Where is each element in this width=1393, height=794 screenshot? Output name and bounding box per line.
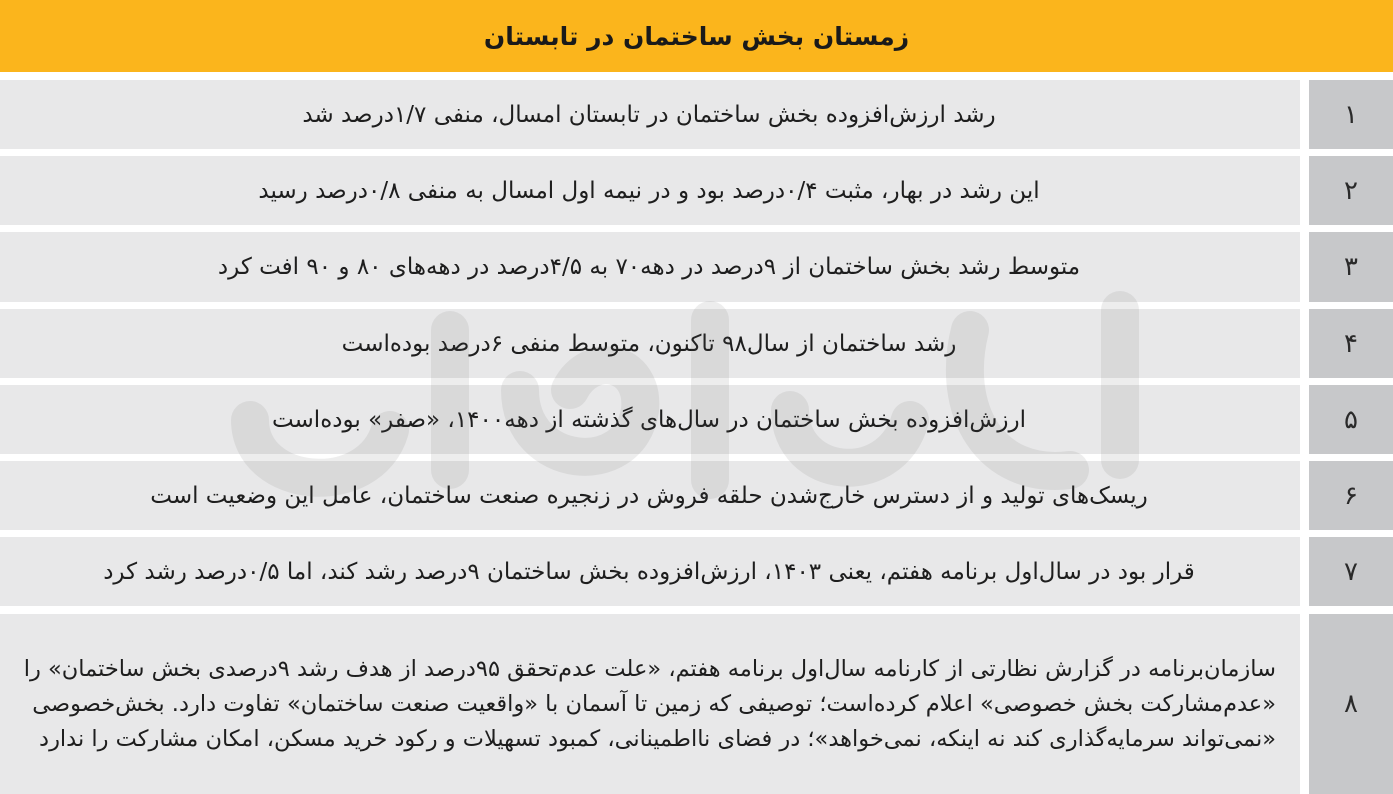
row-text: رشد ساختمان از سال۹۸ تاکنون، متوسط منفی ۶درصد بوده‌است [341,330,957,357]
row-text-cell [0,385,1300,454]
table-row [0,232,1393,302]
row-text: قرار بود در سال‌اول برنامه هفتم، یعنی ۱۴۰۳، ارزش‌افزوده بخش ساختمان ۹درصد رشد کند، اما ۰/۵درصد رشد کرد [103,558,1195,585]
page-title: زمستان بخش ساختمان در تابستان [483,21,910,51]
row-text-cell [0,461,1300,530]
table-row [0,461,1393,530]
row-number: ۸ [1309,614,1393,794]
table-row [0,537,1393,606]
row-text: متوسط رشد بخش ساختمان از ۹درصد در دهه۷۰ به ۴/۵درصد در دهه‌های ۸۰ و ۹۰ افت کرد [217,254,1081,280]
row-text: رشد ارزش‌افزوده بخش ساختمان در تابستان امسال، منفی ۱/۷درصد شد [302,101,996,128]
row-number: ۱ [1309,80,1393,149]
table-row [0,309,1393,378]
row-number: ۷ [1309,537,1393,606]
row-text: این رشد در بهار، مثبت ۰/۴درصد بود و در نیمه اول امسال به منفی ۰/۸درصد رسید [258,177,1040,204]
table-row [0,614,1393,794]
row-number: ۲ [1309,156,1393,225]
row-text-cell [0,537,1300,606]
table-row [0,156,1393,225]
row-text-cell [0,156,1300,225]
row-text-cell [0,614,1300,794]
table-header [0,0,1393,72]
row-text-cell [0,309,1300,378]
row-text: سازمان‌برنامه در گزارش نظارتی از کارنامه سال‌اول برنامه هفتم، «علت عدم‌تحقق ۹۵درصد از هدف رشد ۹درصدی بخش ساختمان» را «عدم‌مشارکت بخش خصوصی» اعلام کرده‌است؛ توصیفی که زمین تا آسمان با «واقعیت صنعت ساختمان» تفاوت دارد. بخش‌خصوصی «نمی‌تواند سرمایه‌گذاری کند نه اینکه، نمی‌خواهد»؛ در فضای نااطمینانی، کمبود تسهیلات و رکود خرید مسکن، امکان مشارکت را ندارد [23,655,1276,752]
row-text-cell [0,80,1300,149]
row-number: ۶ [1309,461,1393,530]
row-number: ۵ [1309,385,1393,454]
row-number: ۳ [1309,232,1393,302]
row-text-cell [0,232,1300,302]
row-text: ارزش‌افزوده بخش ساختمان در سال‌های گذشته از دهه۱۴۰۰، «صفر» بوده‌است [271,406,1027,433]
row-text: ریسک‌های تولید و از دسترس خارج‌شدن حلقه فروش در زنجیره صنعت ساختمان، عامل این وضعیت است [150,482,1148,509]
row-number: ۴ [1309,309,1393,378]
table-row [0,385,1393,454]
table-body [0,72,1393,794]
table-row [0,80,1393,149]
